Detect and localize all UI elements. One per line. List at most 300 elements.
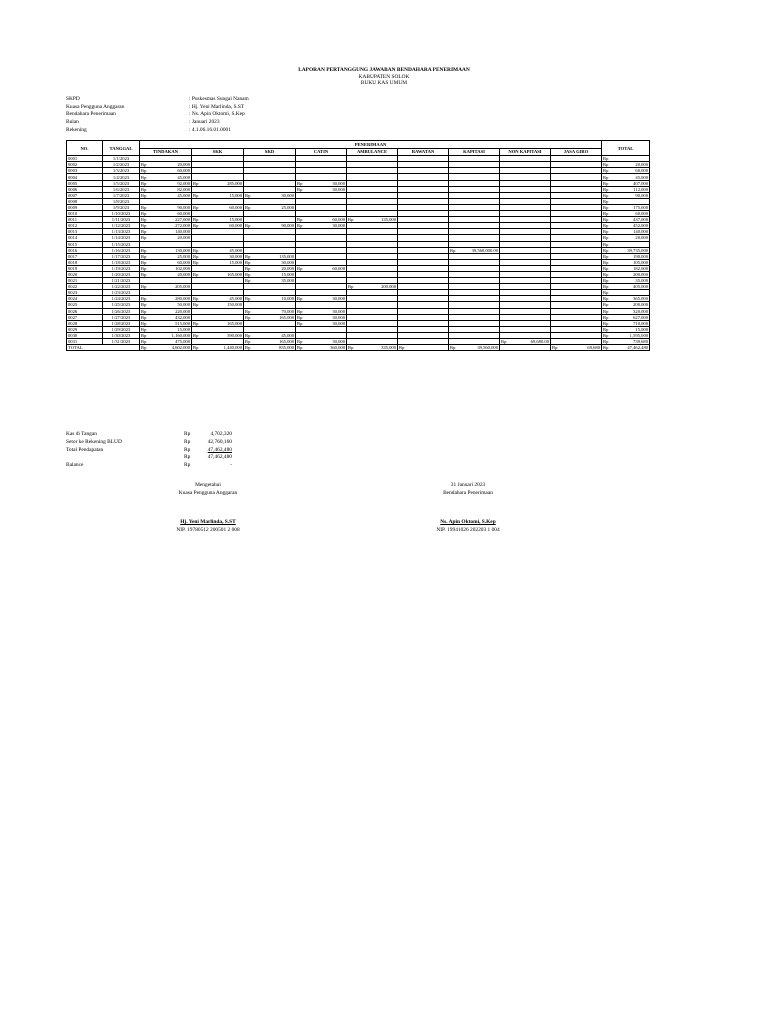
currency-label: Rp xyxy=(193,272,199,278)
info-label: Kuasa Pengguna Anggaran xyxy=(66,103,125,110)
currency-label: Rp xyxy=(297,217,303,223)
info-value: : Puskesmas Sungai Nanam xyxy=(189,96,249,102)
currency-label: Rp xyxy=(297,296,303,302)
total-row xyxy=(67,345,650,351)
cell-value: 30,000 xyxy=(332,339,345,345)
cell-value: 45,000 xyxy=(229,296,242,302)
cell-value: 60,000 xyxy=(332,217,345,223)
row-date: 1/11/2023 xyxy=(103,217,140,223)
currency-label: Rp xyxy=(603,229,609,235)
row-no: 0027 xyxy=(67,314,103,320)
currency-label: Rp xyxy=(603,253,609,259)
row-no: 0023 xyxy=(67,290,103,296)
currency-label: Rp xyxy=(603,302,609,308)
currency-label: Rp xyxy=(603,156,609,162)
grand-total xyxy=(602,345,650,351)
report-book: BUKU KAS UMUM xyxy=(360,80,408,86)
info-value: : Ns. Apin Oktomi, S.Kep xyxy=(189,111,245,118)
row-no: 0012 xyxy=(67,223,103,229)
row-no: 0019 xyxy=(67,265,103,271)
currency-label: Rp xyxy=(141,180,147,186)
row-no: 0014 xyxy=(67,235,103,241)
header-col-ambulance: AMBULANCE xyxy=(347,148,398,156)
cell-value: 39,735,000 xyxy=(627,247,649,253)
currency-label: Rp xyxy=(603,332,609,338)
currency-label: Rp xyxy=(297,186,303,192)
cell-value: 190,000 xyxy=(633,253,649,259)
currency-label: Rp xyxy=(141,186,147,192)
row-no: 0016 xyxy=(67,247,103,253)
cell-value: 39,560,000 xyxy=(477,345,498,351)
currency-label: Rp xyxy=(297,180,303,186)
row-date: 1/5/2023 xyxy=(103,180,140,186)
cell-value: 60,000 xyxy=(177,259,190,265)
cell-value: 60,000 xyxy=(635,211,649,217)
row-date: 1/28/2023 xyxy=(103,320,140,326)
header-col-skk: SKK xyxy=(192,148,244,156)
currency-label: Rp xyxy=(245,345,251,351)
cell-value: 135,000 xyxy=(381,217,396,223)
total-amount xyxy=(347,345,398,351)
cell-value: 20,000 xyxy=(177,272,190,278)
summary-label xyxy=(66,454,184,462)
cell-value: 175,000 xyxy=(633,204,649,210)
cell-value: 227,000 xyxy=(175,217,190,223)
cell-value: 30,000 xyxy=(332,186,345,192)
info-value: : 4.1.06.16.01.0001 xyxy=(189,126,231,133)
currency-label: Rp xyxy=(297,320,303,326)
currency-label: Rp xyxy=(245,296,251,302)
row-date: 1/1/2023 xyxy=(103,156,140,162)
cell-value: 90,000 xyxy=(177,204,190,210)
currency-label: Rp xyxy=(141,247,147,253)
cell-value: 200,000 xyxy=(633,272,649,278)
cell-value: 35,000 xyxy=(281,278,294,284)
row-no: 0008 xyxy=(67,198,103,204)
summary-label: Kas di Tangan xyxy=(66,431,97,437)
row-no: 0018 xyxy=(67,259,103,265)
total-amount xyxy=(244,345,296,351)
cell-value: 20,000 xyxy=(635,162,649,168)
cell-value: 220,000 xyxy=(175,308,190,314)
cell-value: 835,000 xyxy=(279,345,294,351)
row-date: 1/17/2023 xyxy=(103,253,140,259)
row-no: 0015 xyxy=(67,241,103,247)
currency-label: Rp xyxy=(141,302,147,308)
summary-value: 4,702,320 xyxy=(210,431,232,437)
currency-label: Rp xyxy=(603,204,609,210)
cell-value: 60,000 xyxy=(177,211,190,217)
currency-label: Rp xyxy=(297,223,303,229)
row-date: 1/21/2023 xyxy=(103,278,140,284)
currency-label: Rp xyxy=(193,296,199,302)
header-tanggal: TANGGAL xyxy=(103,141,140,156)
currency-label: Rp xyxy=(141,332,147,338)
info-row xyxy=(66,104,249,112)
info-value: : Januari 2023 xyxy=(189,119,220,126)
currency-label: Rp xyxy=(245,265,251,271)
currency-label: Rp xyxy=(399,345,405,351)
currency-label: Rp xyxy=(141,296,147,302)
currency-label: Rp xyxy=(501,339,507,345)
currency-label: Rp xyxy=(603,241,609,247)
info-row xyxy=(66,119,249,127)
total-amount xyxy=(500,345,551,351)
row-no: 0024 xyxy=(67,296,103,302)
currency-label: Rp xyxy=(603,308,609,314)
kas-table xyxy=(66,140,650,351)
header-col-tindakan: TINDAKAN xyxy=(140,148,192,156)
cell-value: 1,160,000 xyxy=(171,332,190,338)
currency-label: Rp xyxy=(193,302,199,308)
currency-label: Rp xyxy=(141,284,147,290)
header-col-non-kapitasi: NON KAPITASI xyxy=(500,148,551,156)
cell-value: 105,000 xyxy=(633,259,649,265)
sig-right-role: Bendahara Penerimaan xyxy=(443,489,493,496)
cell-value: 165,000 xyxy=(227,272,242,278)
cell-value: 360,000 xyxy=(330,345,345,351)
row-no: 0021 xyxy=(67,278,103,284)
cell-value: 15,000 xyxy=(281,272,294,278)
info-value: : Hj. Yeni Marlinda, S.ST xyxy=(189,103,245,110)
summary-row xyxy=(66,462,232,470)
currency-label: Rp xyxy=(297,314,303,320)
header-col-kapitasi: KAPITASI xyxy=(449,148,500,156)
currency-label: Rp xyxy=(245,278,251,284)
currency-label: Rp xyxy=(603,217,609,223)
cell-value: 90,000 xyxy=(635,192,649,198)
report-title: LAPORAN PERTANGGUNG JAWABAN BENDAHARA PENERIMAAN xyxy=(298,67,470,73)
row-no: 0006 xyxy=(67,186,103,192)
cell-value: 30,000 xyxy=(281,259,294,265)
cell-value: 140,000 xyxy=(175,229,190,235)
currency-label: Rp xyxy=(193,259,199,265)
currency-label: Rp xyxy=(603,162,609,168)
cell-value: 710,000 xyxy=(633,320,649,326)
row-no: 0013 xyxy=(67,229,103,235)
header-no: NO. xyxy=(67,141,103,156)
row-date: 1/23/2023 xyxy=(103,290,140,296)
row-no: 0017 xyxy=(67,253,103,259)
currency-label: Rp xyxy=(193,247,199,253)
row-date: 1/24/2023 xyxy=(103,296,140,302)
total-amount xyxy=(296,345,347,351)
row-date: 1/8/2023 xyxy=(103,198,140,204)
currency-label: Rp xyxy=(552,345,558,351)
cell-value: 165,000 xyxy=(279,314,294,320)
currency-label: Rp xyxy=(141,345,147,351)
info-label: Rekening xyxy=(66,126,87,133)
cell-value: 515,000 xyxy=(175,320,190,326)
cell-value: 30,000 xyxy=(332,223,345,229)
currency-label: Rp xyxy=(603,186,609,192)
header-penerimaan: PENERIMAAN xyxy=(140,141,602,149)
cell-value: 25,000 xyxy=(281,204,294,210)
currency-label: Rp xyxy=(141,211,147,217)
row-date: 1/6/2023 xyxy=(103,186,140,192)
cell-value: 15,000 xyxy=(229,259,242,265)
currency-label: Rp xyxy=(141,235,147,241)
row-no: 0009 xyxy=(67,204,103,210)
cell-value: 112,000 xyxy=(633,186,649,192)
report-region: KABUPATEN SOLOK xyxy=(358,73,410,80)
cell-value: 45,000 xyxy=(177,174,190,180)
currency-label: Rp xyxy=(603,223,609,229)
row-no: 0025 xyxy=(67,302,103,308)
cell-value: 205,000 xyxy=(175,284,190,290)
currency-label: Rp xyxy=(245,223,251,229)
cell-value: 15,000 xyxy=(635,326,649,332)
currency-label: Rp xyxy=(603,180,609,186)
summary-block xyxy=(66,431,232,470)
cell-value: 20,000 xyxy=(177,162,190,168)
info-row xyxy=(66,127,249,135)
cell-value: 45,000 xyxy=(177,192,190,198)
currency-label: Rp xyxy=(141,204,147,210)
row-date: 1/12/2023 xyxy=(103,223,140,229)
cell-value: 20,000 xyxy=(177,235,190,241)
currency-label: Rp xyxy=(603,284,609,290)
cell-value: 135,000 xyxy=(279,253,294,259)
cell-value: 165,000 xyxy=(227,320,242,326)
currency-label: Rp xyxy=(193,223,199,229)
row-date: 1/7/2023 xyxy=(103,192,140,198)
cell-value: 30,000 xyxy=(332,314,345,320)
currency-label: Rp xyxy=(193,345,199,351)
cell-value: 10,000 xyxy=(281,296,294,302)
sig-left-name: Hj. Yeni Marlinda, S.ST xyxy=(180,519,236,526)
cell-value: 272,000 xyxy=(175,223,190,229)
cell-value: 200,000 xyxy=(381,284,396,290)
cell-value: 30,000 xyxy=(229,253,242,259)
row-date: 1/25/2023 xyxy=(103,302,140,308)
summary-value: 47,462,480 xyxy=(207,446,232,453)
row-no: 0011 xyxy=(67,217,103,223)
row-no: 0030 xyxy=(67,332,103,338)
currency-label: Rp xyxy=(193,320,199,326)
row-date: 1/16/2023 xyxy=(103,247,140,253)
currency-label: Rp xyxy=(141,229,147,235)
row-date: 1/18/2023 xyxy=(103,259,140,265)
currency-label: Rp xyxy=(603,345,609,351)
currency-label: Rp xyxy=(297,308,303,314)
currency-label: Rp xyxy=(297,265,303,271)
info-label: SKPD xyxy=(66,96,80,102)
currency-label: Rp xyxy=(193,253,199,259)
cell-value: 452,000 xyxy=(633,223,649,229)
row-no: 0003 xyxy=(67,168,103,174)
cell-value: 90,000 xyxy=(281,223,294,229)
cell-value: 39,560,000.00 xyxy=(471,247,498,253)
total-amount xyxy=(140,345,192,351)
currency-label: Rp xyxy=(603,290,609,296)
cell-value: 15,000 xyxy=(229,217,242,223)
currency-label: Rp xyxy=(141,162,147,168)
cell-value: 4,602,000 xyxy=(171,345,190,351)
summary-value: 42,760,160 xyxy=(207,438,232,445)
cell-value: 70,000 xyxy=(281,308,294,314)
cell-value: 69,680 xyxy=(587,345,601,351)
cell-value: 1,440,000 xyxy=(223,345,242,351)
signature-left xyxy=(118,482,298,534)
currency-label: Rp xyxy=(297,345,303,351)
cell-value: 30,000 xyxy=(332,180,345,186)
currency-label: Rp xyxy=(193,204,199,210)
currency-label: Rp xyxy=(450,345,456,351)
cell-value: 200,000 xyxy=(633,302,649,308)
currency-label: Rp xyxy=(603,198,609,204)
currency-label: Rp xyxy=(603,326,609,332)
summary-rp: Rp xyxy=(184,454,191,461)
currency-label: Rp xyxy=(245,332,251,338)
cell-value: 150,000 xyxy=(227,302,242,308)
cell-value: 1,595,000 xyxy=(629,332,649,338)
row-no: 0029 xyxy=(67,326,103,332)
cell-value: 437,000 xyxy=(633,217,649,223)
cell-value: 60,000 xyxy=(635,168,649,174)
cell-value: 739,680 xyxy=(633,339,649,345)
currency-label: Rp xyxy=(245,253,251,259)
row-no: 0001 xyxy=(67,156,103,162)
currency-label: Rp xyxy=(245,308,251,314)
sig-left-top: Mengetahui xyxy=(195,482,221,488)
currency-label: Rp xyxy=(141,174,147,180)
sig-right-name: Ns. Apin Oktomi, S.Kep xyxy=(440,519,496,526)
info-label: Bulan xyxy=(66,119,79,126)
currency-label: Rp xyxy=(245,339,251,345)
currency-label: Rp xyxy=(245,192,251,198)
sig-right-top: 31 Januari 2023 xyxy=(450,482,486,488)
row-no: 0022 xyxy=(67,284,103,290)
row-date: 1/4/2023 xyxy=(103,174,140,180)
total-amount xyxy=(551,345,602,351)
header-col-jasa-giro: JASA GIRO xyxy=(551,148,602,156)
row-date: 1/14/2023 xyxy=(103,235,140,241)
currency-label: Rp xyxy=(603,320,609,326)
cell-value: 92,000 xyxy=(177,180,190,186)
currency-label: Rp xyxy=(450,247,456,253)
currency-label: Rp xyxy=(603,314,609,320)
currency-label: Rp xyxy=(141,223,147,229)
info-row xyxy=(66,111,249,119)
report-header xyxy=(0,67,768,87)
row-date: 1/15/2023 xyxy=(103,241,140,247)
row-no: 0005 xyxy=(67,180,103,186)
row-date: 1/10/2023 xyxy=(103,211,140,217)
cell-value: 30,000 xyxy=(281,192,294,198)
cell-value: 60,000 xyxy=(229,223,242,229)
currency-label: Rp xyxy=(141,168,147,174)
currency-label: Rp xyxy=(141,265,147,271)
cell-value: 20,000 xyxy=(281,265,294,271)
currency-label: Rp xyxy=(141,308,147,314)
summary-row xyxy=(66,439,232,447)
cell-value: 140,000 xyxy=(633,229,649,235)
cell-value: 432,000 xyxy=(175,314,190,320)
summary-rp: Rp xyxy=(184,462,191,469)
cell-value: 47,462,480 xyxy=(627,345,649,351)
currency-label: Rp xyxy=(603,278,609,284)
currency-label: Rp xyxy=(245,272,251,278)
cell-value: 60,000 xyxy=(229,204,242,210)
row-amount xyxy=(449,247,500,253)
row-date: 1/30/2023 xyxy=(103,332,140,338)
cell-value: 405,000 xyxy=(633,284,649,290)
currency-label: Rp xyxy=(245,204,251,210)
header-col-catin: CATIN xyxy=(296,148,347,156)
currency-label: Rp xyxy=(141,272,147,278)
cell-value: 30,000 xyxy=(332,308,345,314)
cell-value: 102,000 xyxy=(175,265,190,271)
cell-value: 50,000 xyxy=(177,302,190,308)
currency-label: Rp xyxy=(141,326,147,332)
row-date: 1/22/2023 xyxy=(103,284,140,290)
cell-value: 15,000 xyxy=(229,192,242,198)
cell-value: 475,000 xyxy=(175,339,190,345)
row-date: 1/31/2023 xyxy=(103,339,140,345)
summary-label: Setor ke Rekening BLUD xyxy=(66,438,122,445)
summary-row xyxy=(66,431,232,439)
total-amount xyxy=(398,345,449,351)
currency-label: Rp xyxy=(348,217,354,223)
summary-row xyxy=(66,447,232,455)
currency-label: Rp xyxy=(193,180,199,186)
currency-label: Rp xyxy=(603,247,609,253)
summary-label: Total Pendapatan xyxy=(66,446,104,453)
cell-value: 407,000 xyxy=(633,180,649,186)
header-col-skd: SKD xyxy=(244,148,296,156)
row-date: 1/3/2023 xyxy=(103,168,140,174)
sig-left-role: Kuasa Pengguna Anggaran xyxy=(178,489,238,496)
cell-value: 60,000 xyxy=(177,168,190,174)
currency-label: Rp xyxy=(603,174,609,180)
currency-label: Rp xyxy=(141,259,147,265)
currency-label: Rp xyxy=(603,168,609,174)
row-date: 1/19/2023 xyxy=(103,265,140,271)
summary-label: Balance xyxy=(66,462,84,469)
cell-value: 20,000 xyxy=(635,235,649,241)
cell-value: 60,000 xyxy=(332,265,345,271)
currency-label: Rp xyxy=(193,192,199,198)
summary-rp: Rp xyxy=(184,438,191,445)
row-date: 1/20/2023 xyxy=(103,271,140,277)
currency-label: Rp xyxy=(141,339,147,345)
currency-label: Rp xyxy=(141,217,147,223)
currency-label: Rp xyxy=(141,320,147,326)
cell-value: 30,000 xyxy=(332,296,345,302)
row-date: 1/27/2023 xyxy=(103,314,140,320)
cell-value: 30,000 xyxy=(332,320,345,326)
cell-value: 25,000 xyxy=(177,253,190,259)
header-total: TOTAL xyxy=(602,141,650,156)
signature-right xyxy=(378,482,558,534)
currency-label: Rp xyxy=(297,339,303,345)
cell-value: 280,000 xyxy=(175,296,190,302)
currency-label: Rp xyxy=(603,339,609,345)
currency-label: Rp xyxy=(603,259,609,265)
currency-label: Rp xyxy=(603,211,609,217)
summary-row xyxy=(66,454,232,462)
row-no: 0020 xyxy=(67,271,103,277)
currency-label: Rp xyxy=(603,265,609,271)
currency-label: Rp xyxy=(603,272,609,278)
row-no: 0002 xyxy=(67,162,103,168)
cell-value: 627,000 xyxy=(633,314,649,320)
row-no: 0007 xyxy=(67,192,103,198)
cell-value: 130,000 xyxy=(175,247,190,253)
cell-value: 335,000 xyxy=(381,345,396,351)
row-no: 0026 xyxy=(67,308,103,314)
